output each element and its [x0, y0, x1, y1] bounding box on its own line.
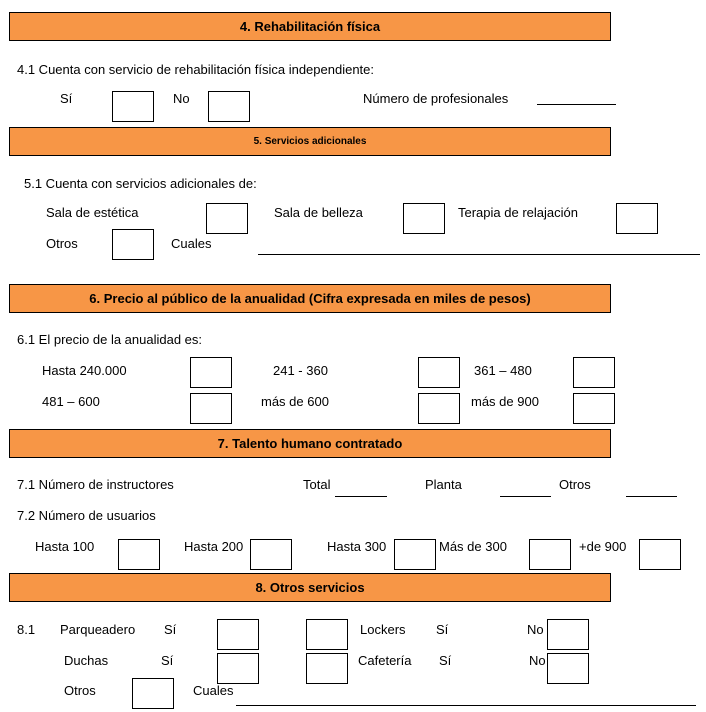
section-6-header [9, 284, 611, 313]
checkbox-mas-900[interactable] [573, 393, 615, 424]
field-planta[interactable] [500, 496, 551, 497]
question-8-1-number: 8.1 [17, 622, 36, 637]
checkbox-rehab-no[interactable] [208, 91, 250, 122]
label-otros-5: Otros [46, 236, 78, 251]
label-profesionales: Número de profesionales [363, 91, 509, 106]
question-4-1: 4.1 Cuenta con servicio de rehabilitación física independiente: [17, 62, 375, 77]
label-duchas: Duchas [64, 653, 109, 668]
label-parqueadero-si: Sí [164, 622, 177, 637]
checkbox-mas-300[interactable] [529, 539, 571, 570]
checkbox-hasta-240000[interactable] [190, 357, 232, 388]
section-6-title: 6. Precio al público de la anualidad (Cifra expresada en miles de pesos) [89, 291, 531, 306]
label-de-900: +de 900 [579, 539, 627, 554]
label-lockers-no: No [527, 622, 544, 637]
checkbox-hasta-300[interactable] [394, 539, 436, 570]
label-hasta-300: Hasta 300 [327, 539, 387, 554]
field-otros-7[interactable] [626, 496, 677, 497]
label-parqueadero: Parqueadero [60, 622, 136, 637]
field-profesionales[interactable] [537, 104, 616, 105]
label-361-480: 361 – 480 [474, 363, 532, 378]
label-mas-600: más de 600 [261, 394, 329, 409]
label-estetica: Sala de estética [46, 205, 139, 220]
section-5-header [9, 127, 611, 156]
section-7-header [9, 429, 611, 458]
checkbox-estetica[interactable] [206, 203, 248, 234]
label-belleza: Sala de belleza [274, 205, 363, 220]
checkbox-241-360[interactable] [418, 357, 460, 388]
checkbox-361-480[interactable] [573, 357, 615, 388]
checkbox-lockers-no[interactable] [547, 619, 589, 650]
checkbox-hasta-100[interactable] [118, 539, 160, 570]
field-cuales-5[interactable] [258, 254, 700, 255]
section-8-title: 8. Otros servicios [255, 580, 365, 595]
label-481-600: 481 – 600 [42, 394, 100, 409]
field-total[interactable] [335, 496, 387, 497]
checkbox-cafeteria-no[interactable] [547, 653, 589, 684]
question-5-1: 5.1 Cuenta con servicios adicionales de: [24, 176, 257, 191]
checkbox-belleza[interactable] [403, 203, 445, 234]
question-7-2: 7.2 Número de usuarios [17, 508, 156, 523]
label-241-360: 241 - 360 [273, 363, 328, 378]
checkbox-duchas-no[interactable] [306, 653, 348, 684]
checkbox-de-900[interactable] [639, 539, 681, 570]
label-lockers-si: Sí [436, 622, 449, 637]
label-mas-300: Más de 300 [439, 539, 507, 554]
checkbox-duchas-si[interactable] [217, 653, 259, 684]
checkbox-terapia[interactable] [616, 203, 658, 234]
section-8-header [9, 573, 611, 602]
label-lockers: Lockers [360, 622, 406, 637]
checkbox-rehab-si[interactable] [112, 91, 154, 122]
label-otros-8: Otros [64, 683, 96, 698]
label-si: Sí [60, 91, 73, 106]
section-4-header [9, 12, 611, 41]
field-cuales-8[interactable] [236, 705, 696, 706]
label-cafeteria: Cafetería [358, 653, 412, 668]
section-5-title: 5. Servicios adicionales [253, 136, 367, 147]
label-cafeteria-no: No [529, 653, 546, 668]
checkbox-mas-600[interactable] [418, 393, 460, 424]
label-terapia: Terapia de relajación [458, 205, 578, 220]
question-7-1: 7.1 Número de instructores [17, 477, 174, 492]
label-planta: Planta [425, 477, 462, 492]
checkbox-parqueadero-si[interactable] [217, 619, 259, 650]
label-no: No [173, 91, 190, 106]
label-total: Total [303, 477, 331, 492]
label-hasta-240000: Hasta 240.000 [42, 363, 127, 378]
checkbox-hasta-200[interactable] [250, 539, 292, 570]
section-4-title: 4. Rehabilitación física [239, 19, 381, 34]
checkbox-parqueadero-no[interactable] [306, 619, 348, 650]
question-6-1: 6.1 El precio de la anualidad es: [17, 332, 203, 347]
label-duchas-si: Sí [161, 653, 174, 668]
checkbox-otros-8[interactable] [132, 678, 174, 709]
checkbox-481-600[interactable] [190, 393, 232, 424]
checkbox-otros-5[interactable] [112, 229, 154, 260]
label-cuales-5: Cuales [171, 236, 212, 251]
label-mas-900: más de 900 [471, 394, 539, 409]
label-cuales-8: Cuales [193, 683, 234, 698]
label-cafeteria-si: Sí [439, 653, 452, 668]
label-hasta-100: Hasta 100 [35, 539, 95, 554]
label-hasta-200: Hasta 200 [184, 539, 244, 554]
section-7-title: 7. Talento humano contratado [217, 436, 403, 451]
label-otros-7: Otros [559, 477, 591, 492]
